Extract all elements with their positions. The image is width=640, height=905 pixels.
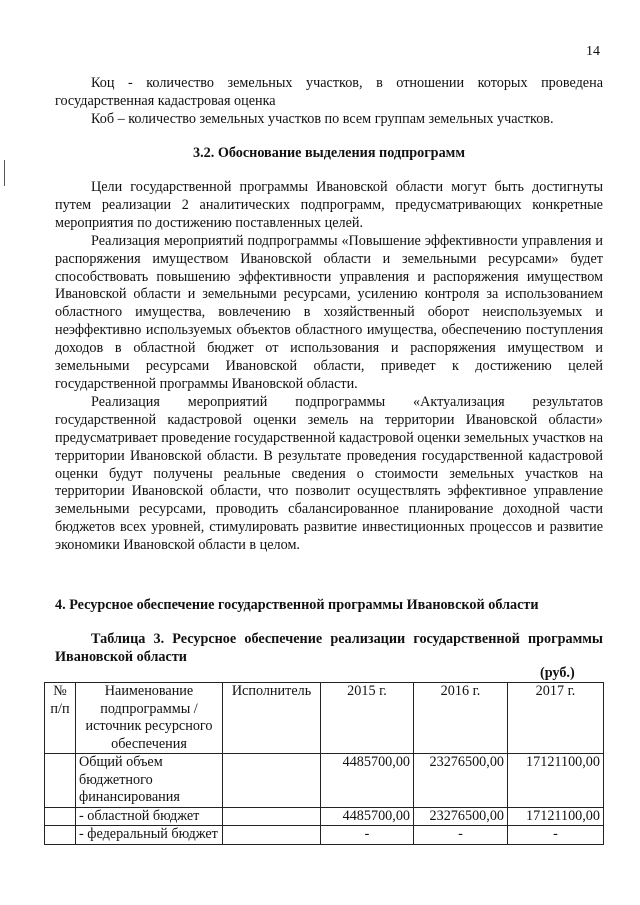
row-2017: -	[508, 826, 604, 845]
row-2016: 23276500,00	[414, 754, 508, 808]
header-2015: 2015 г.	[321, 683, 414, 754]
table-caption: Таблица 3. Ресурсное обеспечение реализации государственной программы Ивановской области	[55, 631, 603, 665]
table-unit: (руб.)	[540, 665, 575, 681]
header-num: № п/п	[45, 683, 76, 754]
page-number: 14	[586, 44, 600, 59]
table-row	[45, 807, 604, 826]
row-num	[45, 807, 76, 826]
header-2017: 2017 г.	[508, 683, 604, 754]
row-name: Общий объем бюджетного финансирования	[76, 754, 223, 808]
top-definitions	[55, 75, 603, 129]
paragraph-subprogram-2: Реализация мероприятий подпрограммы «Актуализация результатов государственной кадастровой оценки земель на территории Ивановской области» предусматривает проведение государственной кадастровой оценки земельных участков на территории Ивановской области. В результате проведения государственной кадастровой оценки будут получены реальные сведения о стоимости земельных участков на территории Ивановской области, что позволит осуществлять эффективное управление земельными ресурсами, проводить сбалансированное планирование доходной части бюджетов всех уровней, стимулировать развитие инвестиционных процессов и развитие экономики Ивановской области в целом.	[55, 393, 603, 554]
row-2016: 23276500,00	[414, 807, 508, 826]
definition-koc: Коц - количество земельных участков, в отношении которых проведена государственная кадастровая оценка	[55, 75, 603, 109]
row-executor	[223, 826, 321, 845]
margin-mark	[4, 160, 5, 186]
row-num	[45, 826, 76, 845]
paragraph-goals: Цели государственной программы Ивановской области могут быть достигнуты путем реализации 2 аналитических подпрограмм, предусматривающих конкретные мероприятия по достижению поставленных целей.	[55, 179, 603, 231]
row-executor	[223, 807, 321, 826]
row-2015: 4485700,00	[321, 807, 414, 826]
row-num	[45, 754, 76, 808]
section-3-2-title: 3.2. Обоснование выделения подпрограмм	[192, 145, 465, 161]
row-executor	[223, 754, 321, 808]
row-2017: 17121100,00	[508, 807, 604, 826]
row-name: - федеральный бюджет	[76, 826, 223, 845]
table-row	[45, 754, 604, 808]
section-3-2-body	[55, 179, 603, 555]
definition-kob: Коб – количество земельных участков по всем группам земельных участков.	[91, 110, 554, 127]
row-2015: 4485700,00	[321, 754, 414, 808]
row-name: - областной бюджет	[76, 807, 223, 826]
table-row	[45, 826, 604, 845]
section-4-title: 4. Ресурсное обеспечение государственной программы Ивановской области	[55, 597, 539, 613]
row-2015: -	[321, 826, 414, 845]
row-2017: 17121100,00	[508, 754, 604, 808]
row-2016: -	[414, 826, 508, 845]
table-caption-block	[55, 631, 603, 667]
section-4	[55, 597, 603, 615]
table-header-row	[45, 683, 604, 754]
section-3-2	[55, 145, 603, 163]
paragraph-subprogram-1: Реализация мероприятий подпрограммы «Повышение эффективности управления и распоряжения имуществом Ивановской области и земельными ресурсами» будет способствовать повышению эффективности управления и распоряжения имуществом Ивановской области и земельными ресурсами, усилению контроля за использованием областного имущества, вовлечению в хозяйственный оборот неиспользуемых и неэффективно используемых объектов областного имущества, обеспечению поступления доходов в областной бюджет от использования и распоряжения имуществом и земельными ресурсами Ивановской области, приведет к достижению целей государственной программы Ивановской области.	[55, 232, 603, 392]
header-executor: Исполнитель	[223, 683, 321, 754]
header-name: Наименование подпрограммы / источник ресурсного обеспечения	[76, 683, 223, 754]
header-2016: 2016 г.	[414, 683, 508, 754]
resource-table	[44, 682, 604, 845]
